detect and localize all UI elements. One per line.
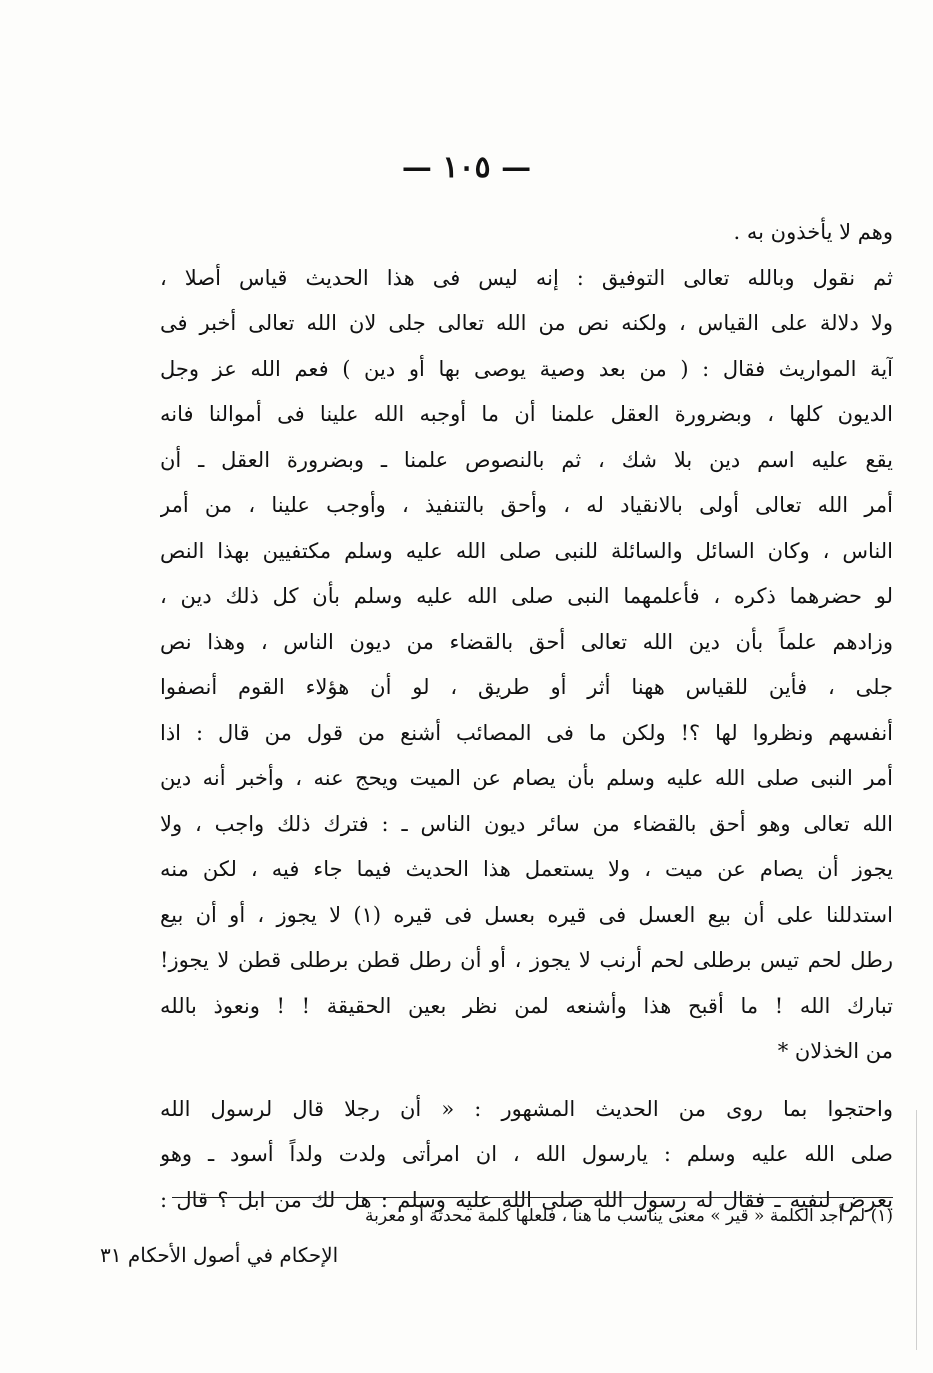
page-number: — ١٠٥ — <box>401 150 532 185</box>
text-line: من الخذلان * <box>777 1039 893 1063</box>
text-line: الديون كلها ، وبضرورة العقل علمنا أن ما أوجبه الله علينا فى أموالنا فانه <box>160 402 893 426</box>
page-edge-line <box>916 1110 917 1350</box>
text-line: يقع عليه اسم دين بلا شك ، ثم بالنصوص علمنا ـ وبضرورة العقل ـ أن <box>160 447 893 472</box>
footnote: (١) لم أجد الكلمة « قير » معنى يناسب ما هنا ، فلعلها كلمة محدثة أو معربة <box>364 1206 893 1226</box>
text-line: لو حضرهما ذكره ، فأعلمهما النبى صلى الله عليه وسلم بأن كل ذلك دين ، <box>160 584 893 608</box>
body-text <box>160 210 893 1223</box>
text-line: آية المواريث فقال : ( من بعد وصية يوصى بها أو دين ) فعم الله عز وجل <box>160 356 893 381</box>
text-line: أمر الله تعالى أولى بالانقياد له ، وأحق بالتنفيذ ، وأوجب علينا ، من أمر <box>160 493 893 517</box>
text-line: أنفسهم ونظروا لها ؟! ولكن ما فى المصائب أشنع من قول من قال : اذا <box>160 720 893 745</box>
text-line: رطل لحم تيس برطلى لحم أرنب لا يجوز ، أو أن رطل قطن برطلى قطن لا يجوز! <box>160 948 893 972</box>
text-line: يجوز أن يصام عن ميت ، ولا يستعمل هذا الحديث فيما جاء فيه ، لكن منه <box>160 857 893 881</box>
text-line: أمر النبى صلى الله عليه وسلم بأن يصام عن الميت ويحج عنه ، وأخبر أنه دين <box>160 766 893 790</box>
text-line: واحتجوا بما روى من الحديث المشهور : « أن رجلا قال لرسول الله <box>160 1096 893 1121</box>
text-line: الله تعالى وهو أحق بالقضاء من سائر ديون الناس ـ : فترك ذلك واجب ، ولا <box>160 811 893 836</box>
text-line: ولا دلالة على القياس ، ولكنه نص من الله تعالى جلى لان الله تعالى أخبر فى <box>160 311 893 335</box>
footnote-divider <box>172 1197 893 1198</box>
text-line: تبارك الله ! ما أقبح هذا وأشنعه لمن نظر بعين الحقيقة ! ! ونعوذ بالله <box>160 993 893 1018</box>
text-line: الناس ، وكان السائل والسائلة للنبى صلى الله عليه وسلم مكتفيين بهذا النص <box>160 538 893 563</box>
text-line: وهم لا يأخذون به . <box>733 220 893 244</box>
book-title-signature: الإحكام في أصول الأحكام ٣١ <box>100 1243 339 1267</box>
text-line: ثم نقول وبالله تعالى التوفيق : إنه ليس فى هذا الحديث قياس أصلا ، <box>160 265 893 290</box>
text-line: استدللنا على أن بيع العسل فى قيره بعسل فى قيره (١) لا يجوز ، أو أن بيع <box>160 902 893 927</box>
text-line: وزادهم علماً بأن دين الله تعالى أحق بالقضاء من ديون الناس ، وهذا نص <box>160 629 893 654</box>
text-line: صلى الله عليه وسلم : يارسول الله ، ان امرأتى ولدت ولداً أسود ـ وهو <box>160 1142 893 1166</box>
text-line: يعرض لنفيه ـ فقال له رسول الله صلى الله عليه وسلم : هل لك من ابل ؟ قال : <box>160 1187 893 1212</box>
text-line: جلى ، فأين للقياس ههنا أثر أو طريق ، لو أن هؤلاء القوم أنصفوا <box>160 675 893 699</box>
